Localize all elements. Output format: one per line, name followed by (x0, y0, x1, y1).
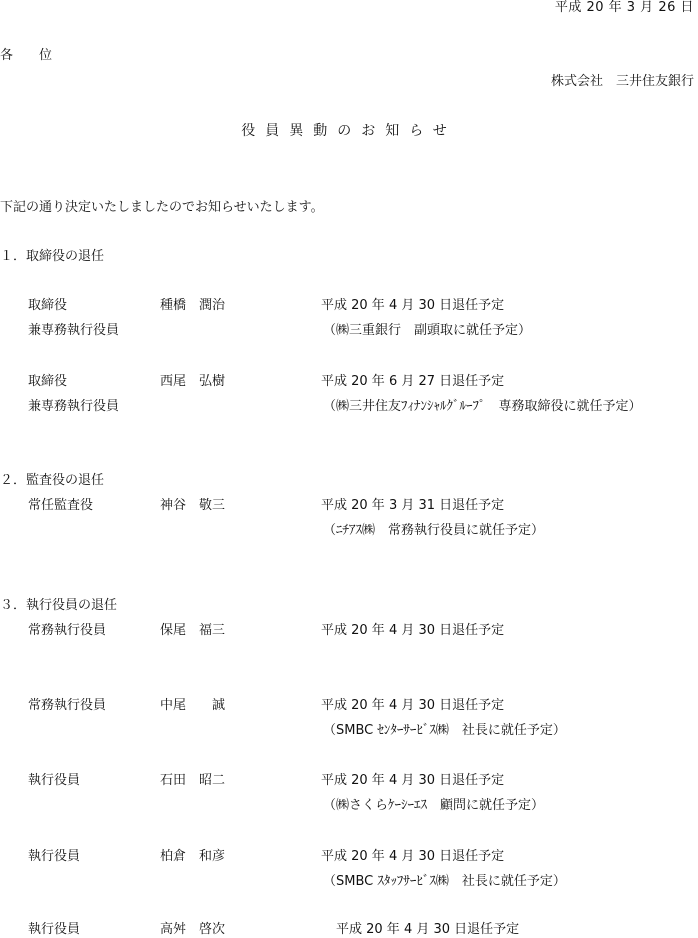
entry-new-position: （㈱三井住友ﾌｨﾅﾝｼｬﾙｸﾞﾙｰﾌﾟ 専務取締役に就任予定） (323, 399, 642, 414)
entry-retirement-plan: 平成 20 年 4 月 30 日退任予定 (321, 623, 505, 638)
document-title: 役員異動のお知らせ (241, 123, 457, 139)
entry-role: 取締役 (28, 298, 68, 313)
entry-retirement-plan: 平成 20 年 4 月 30 日退任予定 (321, 849, 505, 864)
entry-name: 種橋 潤治 (160, 298, 226, 313)
entry-role: 常務執行役員 (28, 698, 107, 713)
entry-retirement-plan: 平成 20 年 4 月 30 日退任予定 (321, 773, 505, 788)
entry-role-secondary: 兼専務執行役員 (28, 399, 120, 414)
document-date: 平成 20 年 3 月 26 日 (554, 0, 694, 15)
entry-retirement-plan: 平成 20 年 4 月 30 日退任予定 (321, 698, 505, 713)
entry-role: 執行役員 (28, 773, 81, 788)
entry-retirement-plan: 平成 20 年 3 月 31 日退任予定 (321, 498, 505, 513)
sender-company: 株式会社 三井住友銀行 (550, 74, 694, 89)
entry-new-position: （ﾆﾁｱｽ㈱ 常務執行役員に就任予定） (323, 523, 545, 538)
entry-name: 柏倉 和彦 (160, 849, 226, 864)
entry-role: 常任監査役 (28, 498, 94, 513)
entry-new-position: （㈱さくらｹｰｼｰｴｽ 顧問に就任予定） (323, 798, 545, 813)
section-heading-executive-officers: ３．執行役員の退任 (0, 598, 118, 613)
entry-new-position: （㈱三重銀行 副頭取に就任予定） (323, 323, 532, 338)
entry-name: 高舛 啓次 (160, 922, 226, 937)
entry-name: 保尾 福三 (160, 623, 226, 638)
entry-name: 中尾 誠 (160, 698, 226, 713)
entry-role: 執行役員 (28, 922, 81, 937)
entry-name: 神谷 敬三 (160, 498, 226, 513)
entry-name: 石田 昭二 (160, 773, 226, 788)
entry-new-position: （SMBC ｾﾝﾀｰｻｰﾋﾞｽ㈱ 社長に就任予定） (323, 723, 566, 738)
section-heading-directors: １．取締役の退任 (0, 249, 105, 264)
entry-role: 常務執行役員 (28, 623, 107, 638)
section-heading-auditors: ２．監査役の退任 (0, 473, 105, 488)
entry-name: 西尾 弘樹 (160, 374, 226, 389)
entry-role: 取締役 (28, 374, 68, 389)
entry-retirement-plan: 平成 20 年 6 月 27 日退任予定 (321, 374, 505, 389)
entry-retirement-plan: 平成 20 年 4 月 30 日退任予定 (321, 298, 505, 313)
entry-role-secondary: 兼専務執行役員 (28, 323, 120, 338)
entry-new-position: （SMBC ｽﾀｯﾌｻｰﾋﾞｽ㈱ 社長に就任予定） (323, 874, 566, 889)
intro-text: 下記の通り決定いたしましたのでお知らせいたします。 (0, 200, 324, 215)
entry-role: 執行役員 (28, 849, 81, 864)
addressee: 各 位 (0, 48, 53, 63)
entry-retirement-plan: 平成 20 年 4 月 30 日退任予定 (336, 922, 520, 937)
